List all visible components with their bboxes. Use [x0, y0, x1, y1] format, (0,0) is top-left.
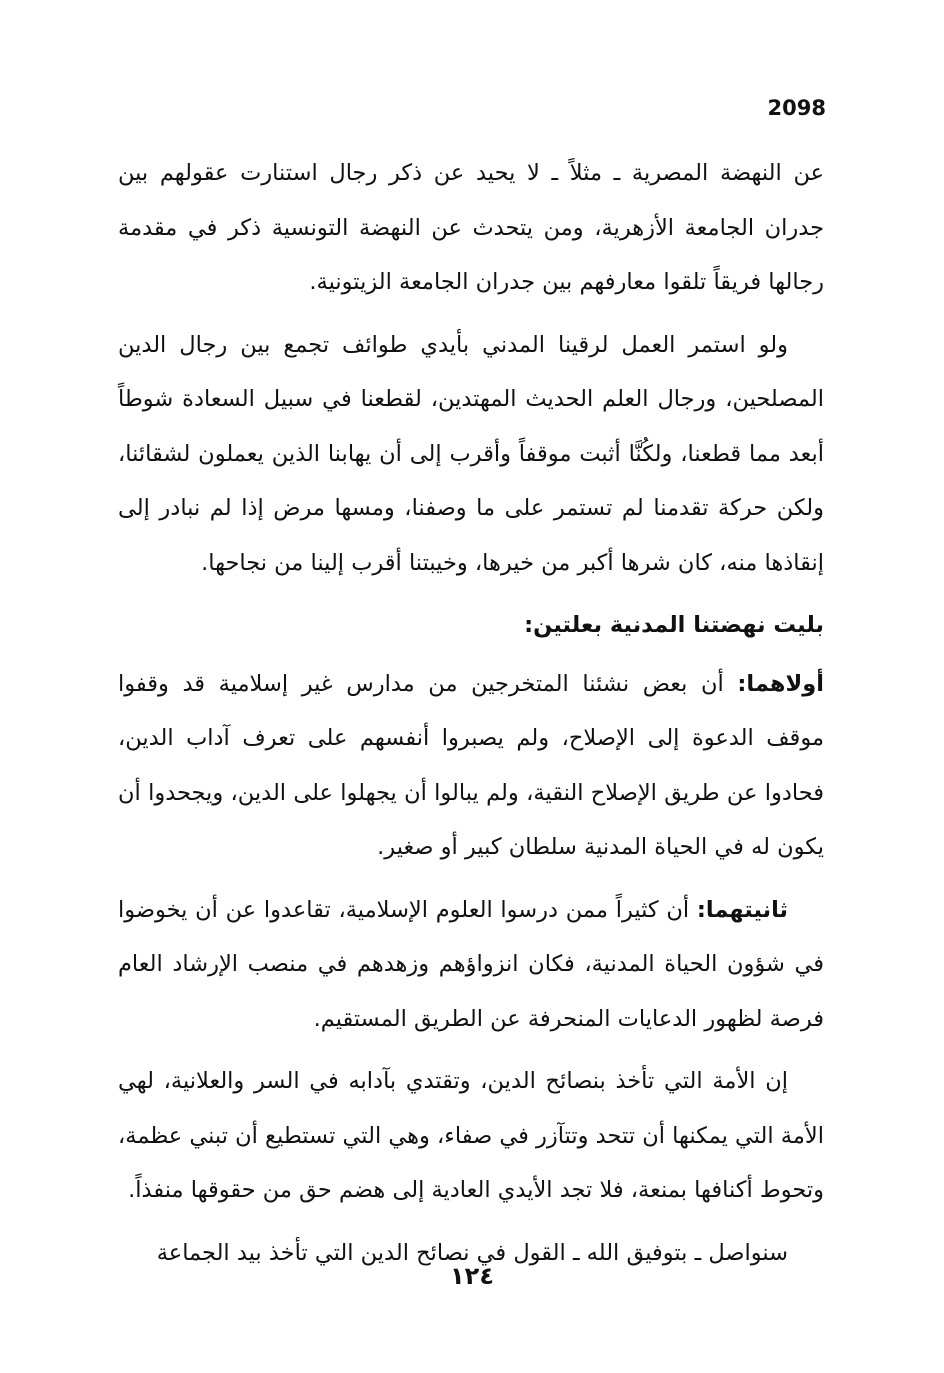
paragraph-6: سنواصل ـ بتوفيق الله ـ القول في نصائح الدين التي تأخذ بيد الجماعة — [156, 1239, 788, 1266]
paragraph-1: عن النهضة المصرية ـ مثلاً ـ لا يحيد عن ذكر رجال استنارت عقولهم بين جدران الجامعة الأزهرية، ومن يتحدث عن النهضة التونسية ذكر في مقدمة رجالها فريقاً تلقوا معارفهم بين جدران الجامعة الزيتونية. — [118, 160, 824, 295]
paragraph-2: ولو استمر العمل لرقينا المدني بأيدي طوائف تجمع بين رجال الدين المصلحين، ورجال العلم الحديث المهتدين، لقطعنا في سبيل السعادة شوطاً أبعد مما قطعنا، ولكُنَّا أثبت موقفاً وأقرب إلى أن يهابنا الذين يعملون لشقائنا، ولكن حركة تقدمنا لم تستمر على ما وصفنا، ومسها مرض إذا لم نبادر إلى إنقاذها منه، كان شرها أكبر من خيرها، وخيبتنا أقرب إلينا من نجاحها. — [118, 331, 824, 576]
paragraph-4-body: أن كثيراً ممن درسوا العلوم الإسلامية، تقاعدوا عن أن يخوضوا في شؤون الحياة المدنية، فكان انزواؤهم وزهدهم في منصب الإرشاد العام فرصة لظهور الدعايات المنحرفة عن الطريق المستقيم. — [118, 896, 824, 1032]
paragraph-4-lead: ثانيتهما: — [696, 896, 788, 923]
body-text — [118, 146, 824, 1288]
page-number: ١٢٤ — [450, 1262, 494, 1290]
paragraph-5: إن الأمة التي تأخذ بنصائح الدين، وتقتدي بآدابه في السر والعلانية، لهي الأمة التي يمكنها أن تتحد وتتآزر في صفاء، وهي التي تستطيع أن تبني عظمة، وتحوط أكنافها بمنعة، فلا تجد الأيدي العادية إلى هضم حق من حقوقها منفذاً. — [118, 1068, 824, 1203]
paragraph-3-lead: أولاهما: — [737, 670, 824, 697]
paragraph-4 — [118, 883, 824, 1047]
page-id-label: 2098 — [767, 96, 826, 120]
section-heading: بليت نهضتنا المدنية بعلتين: — [524, 612, 824, 638]
paragraph-3-body: أن بعض نشئنا المتخرجين من مدارس غير إسلامية قد وقفوا موقف الدعوة إلى الإصلاح، ولم يصبروا أنفسهم على تعرف آداب الدين، فحادوا عن طريق الإصلاح النقية، ولم يبالوا أن يجهلوا على الدين، ويجحدوا أن يكون له في الحياة المدنية سلطان كبير أو صغير. — [118, 670, 824, 860]
paragraph-3 — [118, 657, 824, 875]
